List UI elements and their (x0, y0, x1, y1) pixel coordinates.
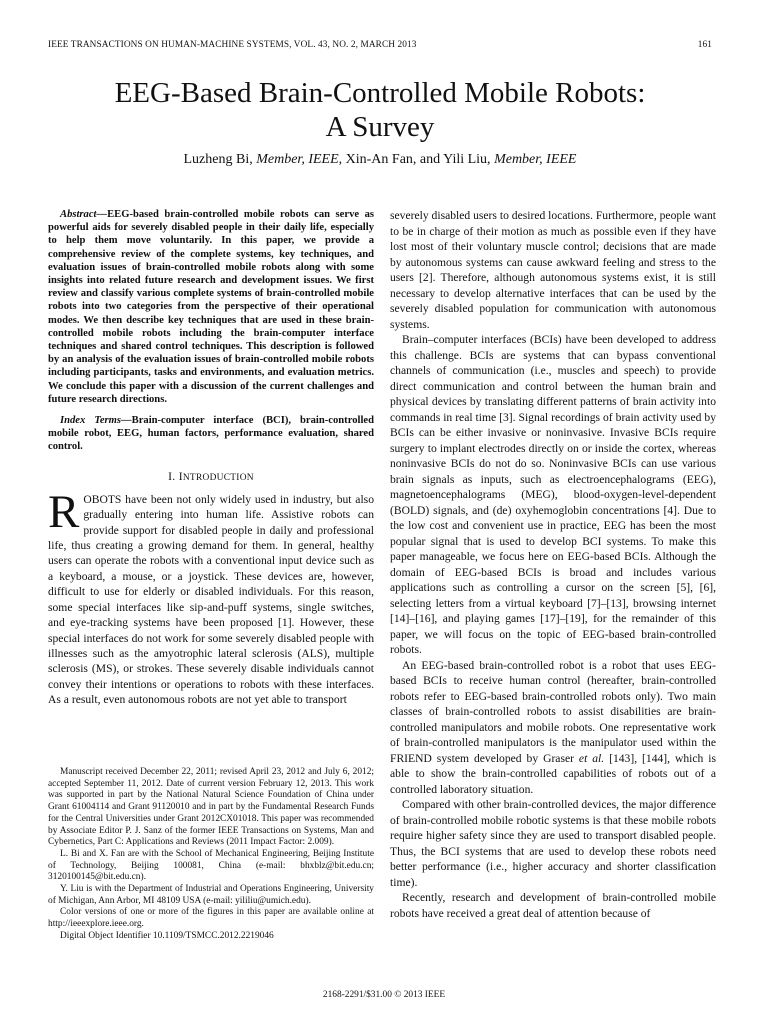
abstract (48, 208, 374, 406)
section-number: I. (168, 469, 176, 483)
paragraph-text: [143], [144], which is able to show the brain-controlled capabilities of robots out of a controlled laboratory situation. (390, 751, 717, 796)
author-2-3: , Xin-An Fan, and Yili Liu, (338, 152, 491, 167)
paper-title (48, 76, 712, 144)
paragraph: severely disabled users to desired locations. Furthermore, people want to be in charge of their motion as much as possible even if they have lost most of their voluntary muscle control; decisions that are made by autonomous systems can cause awkward feeling and stress to the users [2]. Therefore, although autonomous systems exist, it is still necessary to develop alternative interfaces that can be used by the severely disabled population for communication with autonomous systems. (390, 209, 716, 331)
page-number: 161 (697, 40, 712, 50)
abstract-label: Abstract— (60, 209, 108, 220)
intro-paragraph (48, 485, 374, 708)
author-list (48, 152, 712, 168)
paragraph: Recently, research and development of brain-controlled mobile robots have received a great deal of attention because of (390, 891, 716, 920)
first-page-footnotes (48, 767, 374, 943)
intro-lead-word: OBOTS (83, 492, 122, 506)
author-3-role: Member, IEEE (494, 152, 577, 167)
index-terms (48, 414, 374, 454)
footnote-affiliation-2: Y. Liu is with the Department of Industrial and Operations Engineering, University of Michigan, Ann Arbor, MI 48109 USA (e-mail: yililiu@umich.edu). (48, 884, 374, 906)
journal-name: IEEE TRANSACTIONS ON HUMAN-MACHINE SYSTEMS, VOL. 43, NO. 2, MARCH 2013 (48, 40, 417, 50)
title-line-2: A Survey (325, 111, 435, 143)
footnote-color: Color versions of one or more of the figures in this paper are available online at http://ieeexplore.ieee.org. (48, 907, 374, 930)
footnote-doi: Digital Object Identifier 10.1109/TSMCC.2012.2219046 (60, 930, 274, 941)
section-title-rest: NTRODUCTION (182, 472, 254, 483)
running-header (48, 40, 712, 54)
right-column (390, 208, 716, 921)
author-1: Luzheng Bi, (183, 152, 253, 167)
intro-text: have been not only widely used in industry, but also gradually entering into human life. Assistive robots can provide support for disabled people in daily and professional life, thus creating a growing demand for them. In general, healthy users can operate the robots with a conventional input device such as a keyboard, a mouse, or a joystick. These devices are, however, difficult to use for elderly or disabled individuals. For this reason, some special interfaces like sip-and-puff systems, single switches, and eye-tracking systems have been proposed [1]. However, these special interfaces do not work for some severely disabled people with illnesses such as the amyotrophic lateral sclerosis (ALS), multiple sclerosis (MS), or strokes. These severely disable individuals cannot convey their intentions or operations to robots with these interfaces. As a result, even autonomous robots are not yet able to transport (48, 492, 374, 707)
abstract-text: EEG-based brain-controlled mobile robots can serve as powerful aids for severely disabled people in their daily life, especially to help them move voluntarily. In this paper, we provide a comprehensive review of the complete systems, key techniques, and evaluation issues of brain-controlled mobile robots along with some insights into related future research and development issues. We first review and classify various complete systems of brain-controlled mobile robots into two categories from the perspective of their operational modes. We then describe key techniques that are used in these brain-controlled mobile robots including the brain-computer interface techniques and shared control techniques. This description is followed by an analysis of the evaluation issues of brain-controlled mobile robots including participants, tasks and environments, and evaluation metrics. We conclude this paper with a discussion of the current challenges and future research directions. (48, 209, 374, 405)
index-terms-text: Brain-computer interface (BCI), brain-controlled mobile robot, EEG, human factors, performance evaluation, shared control. (48, 415, 374, 453)
et-al: et al. (578, 751, 605, 765)
section-initial: I (178, 469, 183, 483)
paragraph (390, 658, 716, 798)
author-1-role: Member, IEEE (256, 152, 339, 167)
footnote-affiliation-1: L. Bi and X. Fan are with the School of Mechanical Engineering, Beijing Institute of Technology, Beijing 100081, China (e-mail: bhxblz@bit.edu.cn; 3120100145@bit.edu.cn). (48, 848, 374, 883)
drop-cap: R (48, 485, 80, 538)
paragraph-text: An EEG-based brain-controlled robot is a robot that uses EEG-based BCIs to receive human control (hereafter, brain-controlled robots refer to EEG-based brain-controlled robots only). Two main classes of brain-controlled robots to assist disabilities are brain-controlled manipulators and mobile robots. One representative work of brain-controlled manipulators is the manipulator used within the FRIEND system developed by Graser (390, 658, 716, 765)
paragraph: Compared with other brain-controlled devices, the major difference of brain-controlled mobile robotic systems is that these mobile robots require higher safety since they are used to transport disabled people. Thus, the BCI systems that are used to develop these robots need better performance (i.e., higher accuracy and shorter classification time). (390, 798, 716, 889)
title-line-1: EEG-Based Brain-Controlled Mobile Robots: (114, 77, 646, 109)
section-heading-introduction (48, 469, 374, 486)
index-terms-label: Index Terms— (60, 415, 132, 427)
left-column (48, 208, 374, 708)
footnote-manuscript: Manuscript received December 22, 2011; revised April 23, 2012 and July 6, 2012; accepted September 11, 2012. Date of current version February 12, 2013. This work was supported in part by the National Natural Science Foundation of China under Grant 61004114 and Grant 91120010 and in part by the Fundamental Research Funds for the Central Universities under Grant 2012CX01018. This paper was recommended by Associate Editor P. J. Sanz of the former IEEE Transactions on Systems, Man and Cybernetics, Part C: Applications and Reviews (2011 Impact Factor: 2.009). (48, 767, 374, 848)
paragraph: Brain–computer interfaces (BCIs) have been developed to address this challenge. BCIs are systems that can bypass conventional channels of communication (i.e., muscles and speech) to provide direct communication and control between the human brain and physical devices by translating different patterns of brain activity into commands in real time [3]. Signal recordings of brain activity used by BCIs can be either invasive or noninvasive. Invasive BCIs require surgery to implant electrodes directly on or inside the cortex, whereas noninvasive BCIs do not do so. Noninvasive BCIs can use various brain signals as inputs, such as electroencephalograms (EEG), magnetoencephalograms (MEG), blood-oxygen-level-dependent (BOLD) signals, and (de) oxyhemoglobin concentrations [4]. Due to the low cost and convenient use in practice, EEG has been the most popular signal that is used to develop BCI systems. To make this paper manageable, we focus here on EEG-based BCIs. Although the domain of EEG-based BCIs is broad and includes various applications such as controlling a cursor on the screen [5], [6], selecting letters from a virtual keyboard [7]–[13], browsing internet [14]–[16], and playing games [17]–[19], for the remainder of this paper, we will focus on the topic of EEG-based brain-controlled robots. (390, 333, 716, 656)
page-footer: 2168-2291/$31.00 © 2013 IEEE (322, 990, 446, 1000)
